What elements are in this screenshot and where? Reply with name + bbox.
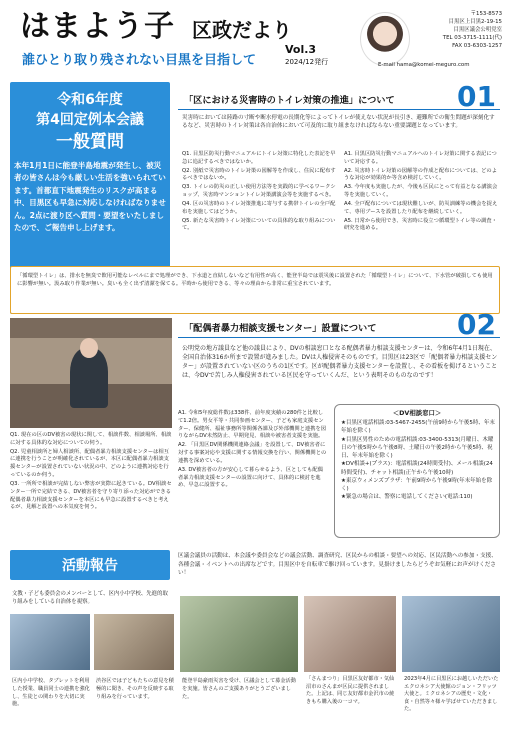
section-2-intro: 公明党の地方議員など他の議員により、DVの相談窓口となる配偶者暴力相談支援センターは、令和6年4月1日現在、全国自治体316か所まで設置が進みました。DVは人権侵害そのものです。目黒区は23区で「配偶者暴力相談支援センター」が設置されていない区のうちの1区です。区が配偶者暴力支援センターを設置し、その看板を掲げるということは、今DVで苦しみ人権侵害されている区民を守っていくんだ、という表明そのものなのです！	[182, 345, 498, 380]
answer-item: A2. 災害時トイレ対策の図解等の作成と配布については、どのような対応が効果的か等含め検討していく。	[344, 167, 498, 182]
activity-banner	[10, 550, 170, 580]
activity-caption: 「さんまつり」目黒区友好都市・気仙沼市のさんまが区民に提供されました。上記は、同じ友好都市金沢市の焼きもち購入後の一コマ。	[306, 676, 395, 705]
section-2-questions	[10, 432, 172, 513]
dv-contact-item: ★緊急の場合は、警察に電話してください(電話:110)	[341, 494, 473, 501]
dv-contact-item: ★DV相談+(プラス)：電話相談(24時間受付)、メール相談(24時間受付)、チャット相談(正午から午後10時)	[341, 461, 493, 476]
contact-line: FAX 03-6303-1257	[452, 43, 502, 49]
section-number: 02	[457, 308, 496, 341]
volume-number: Vol.3	[285, 43, 317, 56]
section-title-text: 「配偶者暴力相談支援センター」設置について	[184, 323, 377, 334]
assembly-photo	[10, 318, 172, 428]
section-number: 01	[457, 80, 496, 113]
answer-item: A2. 「目黒区DV関係機関連絡会議」を設置して、DV被害者に対する事案対応や支援に関する情報交換を行い、関係機関との連携を深めている。	[178, 442, 327, 464]
activity-caption: 2023年4月に目黒区にお越しいただいたエクロネシア大使館のジョン・フリッツ大使と。ミクロネシアの歴史・文化・食・自然等々様々学ばせていただきました。	[404, 676, 499, 713]
section-1-answers	[344, 151, 500, 234]
answer-item: A5. 日常から使用でき、災害時に役立つ循環型トイレ等の調査・研究を進める。	[344, 217, 497, 232]
section-1-questions	[182, 151, 340, 234]
activity-caption: 区内小中学校、タブレットを利用した授業、職員同士の連携を強化し、生徒との関わりを大切に実施。	[12, 678, 90, 708]
activity-caption: 渋谷区では子どもたちの意見を積極的に聞き、その声を反映する取り組みを行っています。	[96, 678, 174, 700]
activity-photo-fundraising	[180, 596, 298, 672]
dv-contact-box	[334, 404, 500, 538]
question-item: Q3. 一所所で相談が完結しない弊害が実際に起きている。DV相談センター一所で完結できる、DV被害者を守り寄り添った対応ができる配偶者暴力相談支援センターを本区にも早急に設置するべきと考えるが、見解と設置への本気度を伺う。	[10, 480, 172, 511]
section-1-intro: 災害時においては陸路の寸断や断水停電の長期化等によってトイレが使えない状況が長引き、避難所での衛生問題が深刻化するなど、災害時のトイレ対策は各自治体において可及的に取り組まなければならない重要課題となっています。	[182, 115, 495, 130]
sidebar-heading	[10, 90, 170, 154]
activity-photo-school	[10, 614, 90, 670]
activity-title: 活動報告	[62, 558, 118, 574]
contact-line: 目黒区議会公明党室	[453, 27, 502, 33]
section-1-note	[10, 266, 500, 314]
question-item: Q1. 現在の区のDV被害の現状に関して、相談件数、相談場所、相談に対する具体的な対応についての伺う。	[10, 432, 172, 446]
question-item: Q3. トイレの防災の正しい使用方法等を実践的に学べるワークショップ、災害時マンショントイレ対策講演会等を実施するべき。	[182, 184, 336, 199]
question-item: Q2. 別紙で災害時のトイレ対策の図解等を作成し、住民に配布するべきではないか。	[182, 167, 336, 182]
activity-intro: 区議会議員の活動は、本会議や委員会などの議会活動、調査研究、区民からの相談・要望への対応、区民活動への参加・支援、各種会議・イベントへの出席などです。目黒区中を自転車で駆け回っています。見掛けましたらどうぞお気軽にお声がけください！	[178, 553, 497, 577]
answer-item: A3. DV被害者の方が安心して暮らせるよう、区としても配偶者暴力相談支援センターの設置に向けて、具体的に検討を進め、早急に設置する。	[178, 466, 323, 489]
activity-photo-shibuya	[94, 614, 174, 670]
header	[0, 0, 508, 78]
newsletter-title: はまよう子	[20, 9, 175, 44]
issue-date: 2024/12発行	[285, 58, 329, 66]
answer-item: A1. 令和5年度総件数は338件、前年度実績の280件と比較して1.2倍。男女平等・共同参画センター、子ども家庭支援センター、保健所、福祉事務所等関係各課及び外部機関と連携を図りながらDV未然防止、早期発見、相談や被害者支援を実施。	[178, 410, 327, 440]
sidebar-heading-line: 第4回定例本会議	[36, 112, 144, 128]
section-2-title	[178, 308, 500, 341]
question-item: Q2. 児童相談所と婦人相談所、配偶者暴力相談支援センターは相互に連携を行うことが明確化されているが、本区に配偶者暴力相談支援センターが設置されていない状況の中、どのように連携対応を行っているのか伺う。	[10, 448, 170, 479]
activity-photo-ambassador	[402, 596, 500, 672]
contact-line: 目黒区上目黒2-19-15	[448, 19, 502, 25]
activity-caption: 能登半島豪雨災害を受け、区議会として募金活動を実施。皆さんのご支援ありがとうございました。	[182, 678, 296, 700]
activity-caption-top: 文教・子ども委員会のメンバーとして、区内小中学校、先進的取り組みをしている自治体を視察。	[12, 591, 168, 606]
contact-line: 〒153-8573	[470, 11, 502, 17]
answer-item: A1. 目黒区防災行動マニュアルへのトイレ対策に関する表記について対応する。	[344, 151, 497, 165]
dv-contact-item: ★東京ウィメンズプラザ：午前9時から午後9時(年末年始を除く)	[341, 477, 493, 492]
newsletter-subtitle: 区政だより	[192, 18, 292, 42]
contact-line: TEL 03-3715-1111(代)	[442, 35, 502, 41]
sidebar-body: 本年1月1日に能登半島地震が発生し、被災者の皆さんは今も厳しい生活を強いられています。首都直下地震発生のリスクが高まる中、目黒区も早急に対応しなければなりません。2点に渡り区へ質問・要望をいたしましたので、ご報告申し上げます。	[14, 161, 166, 233]
section-1-title	[178, 80, 500, 113]
dv-contact-item: ★目黒区男性のための電話相談:03-3400-5313(月曜日、木曜日の午後5時から午後8時、土曜日の午後2時から午後5時、祝日、年末年始を除く)	[341, 436, 494, 459]
activity-photo-sanma	[304, 596, 396, 672]
dv-contact-item: ★目黒区電話相談:03-5467-2455(午前9時から午後5時、年末年始を除く)	[341, 420, 495, 435]
sidebar-heading-line: 令和6年度	[57, 92, 123, 108]
tagline: 誰ひとり取り残されない目黒を目指して	[22, 53, 257, 68]
answer-item: A4. 全戸配布については現状難しいが、防災訓練等の機会を捉えて、専用ブースを設置したり配布を継続していく。	[344, 200, 498, 215]
email-line: E-mail hama@komei-meguro.com	[378, 62, 470, 68]
question-item: Q1. 目黒区防災行動マニュアルにトイレ対策に特化した表記を早急に追記するべきではないか。	[182, 151, 336, 165]
section-2-answers	[178, 410, 328, 491]
portrait-avatar	[360, 12, 410, 66]
answer-item: A3. 今年度も実施したが、今後も区民にとって有益となる講演会等を実施していく。	[344, 184, 498, 199]
contact-block	[418, 10, 502, 50]
note-text: 「循環型トイレ」は、排水を無臭で飲用可能なレベルにまで処理ができ、下水道と直結しないなど有用性が高く、能登半島では震災後に設置された「循環型トイレ」について、下水管が破損しても使用に影響が無い。汲み取り作業が無い。臭いも全く出ず清潔を保てる。平時から使用できる、等々の理由から非常に重宝されています。	[17, 273, 493, 288]
sidebar-heading-line: 一般質問	[56, 132, 124, 152]
question-item: Q4. 区の災害時のトイレ対策推進に寄与する携帯トイレの全戸配布を実施してはどうか。	[182, 200, 336, 215]
dv-box-title: ＜DV相談窓口＞	[392, 409, 442, 417]
section-title-text: 「区における災害時のトイレ対策の推進」について	[184, 95, 395, 106]
question-item: Q5. 新たな災害時トイレ対策についての具体的な取り組みについて。	[182, 217, 336, 232]
